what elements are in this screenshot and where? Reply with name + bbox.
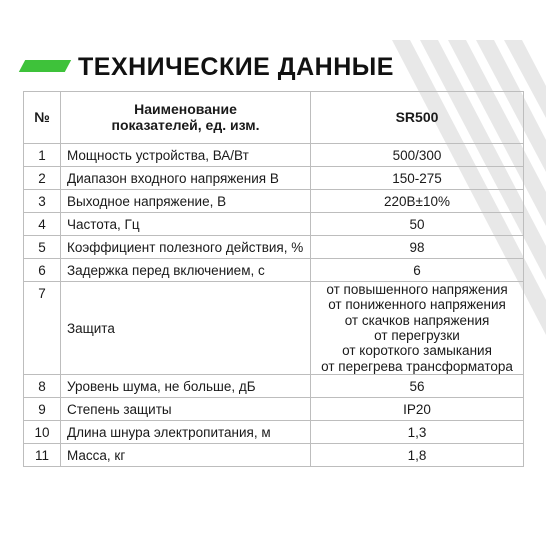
header-model: SR500	[311, 92, 524, 144]
protection-item: от скачков напряжения	[344, 312, 490, 328]
row-value: 500/300	[311, 144, 524, 167]
table-row	[24, 144, 524, 167]
table-row	[24, 421, 524, 444]
table-row	[24, 375, 524, 398]
protection-item: от пониженного напряжения	[328, 297, 506, 313]
row-num: 6	[24, 259, 61, 282]
row-value: 50	[311, 213, 524, 236]
protection-item: от короткого замыкания	[342, 343, 492, 359]
table-row	[24, 444, 524, 467]
row-num: 7	[24, 282, 61, 375]
table-row-protection	[24, 282, 524, 375]
row-value: 1,3	[311, 421, 524, 444]
header-num: №	[24, 92, 61, 144]
row-value: IP20	[311, 398, 524, 421]
row-num: 9	[24, 398, 61, 421]
row-value: 1,8	[311, 444, 524, 467]
table-header-row	[24, 92, 524, 144]
page-title: ТЕХНИЧЕСКИЕ ДАННЫЕ	[78, 53, 394, 81]
row-value: 56	[311, 375, 524, 398]
table-row	[24, 236, 524, 259]
row-value: 150-275	[311, 167, 524, 190]
row-num: 1	[24, 144, 61, 167]
row-name: Выходное напряжение, В	[61, 190, 311, 213]
row-num: 10	[24, 421, 61, 444]
row-name: Масса, кг	[61, 444, 311, 467]
table-row	[24, 167, 524, 190]
row-num: 5	[24, 236, 61, 259]
row-name: Длина шнура электропитания, м	[61, 421, 311, 444]
row-name: Задержка перед включением, с	[61, 259, 311, 282]
row-name: Диапазон входного напряжения В	[61, 167, 311, 190]
header-name-line2: показателей, ед. изм.	[111, 116, 260, 133]
table-row	[24, 190, 524, 213]
row-num: 4	[24, 213, 61, 236]
accent-bar	[19, 60, 71, 72]
row-name: Коэффициент полезного действия, %	[61, 236, 311, 259]
row-name: Уровень шума, не больше, дБ	[61, 375, 311, 398]
table-row	[24, 398, 524, 421]
row-num: 2	[24, 167, 61, 190]
row-value: 220В±10%	[311, 190, 524, 213]
row-name: Защита	[61, 282, 311, 375]
row-num: 3	[24, 190, 61, 213]
spec-table	[23, 91, 524, 467]
protection-item: от перегрева трансформатора	[321, 358, 513, 374]
protection-item: от повышенного напряжения	[326, 282, 508, 298]
row-num: 11	[24, 444, 61, 467]
row-name: Частота, Гц	[61, 213, 311, 236]
row-num: 8	[24, 375, 61, 398]
protection-item: от перегрузки	[374, 328, 460, 343]
row-name: Степень защиты	[61, 398, 311, 421]
row-name: Мощность устройства, ВА/Вт	[61, 144, 311, 167]
table-row	[24, 259, 524, 282]
table-row	[24, 213, 524, 236]
header-name	[61, 92, 311, 144]
row-value: 98	[311, 236, 524, 259]
row-value: 6	[311, 259, 524, 282]
header	[0, 50, 546, 88]
protection-list	[311, 282, 524, 375]
header-name-line1: Наименование	[134, 101, 237, 118]
